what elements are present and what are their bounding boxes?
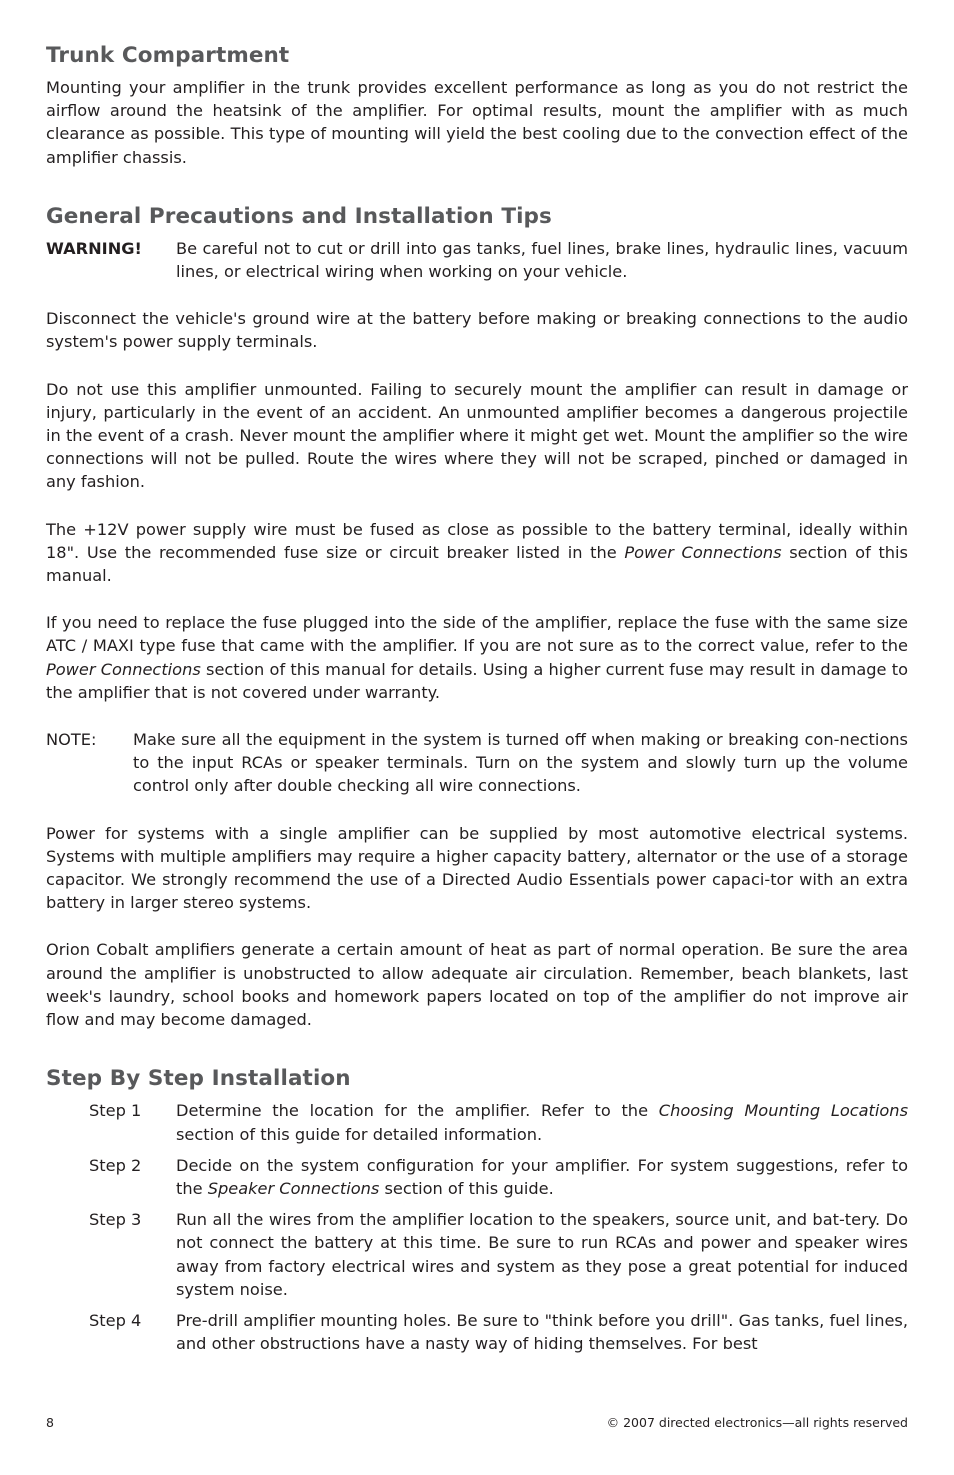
precautions-heading: General Precautions and Installation Tips bbox=[46, 203, 552, 229]
mounting-paragraph: Do not use this amplifier unmounted. Failing to securely mount the amplifier can result in damage or injury, particularly in the event of an accident. An unmounted amplifier becomes a dangerous projectile in the event of a crash. Never mount the amplifier where it might get wet. Mount the amplifier so the wire connections will not be pulled. Route the wires where they will not be scraped, pinched or damaged in any fashion. bbox=[46, 379, 908, 492]
step-1-text-a: Determine the location for the amplifier. Refer to the bbox=[176, 1101, 659, 1121]
step-4 bbox=[89, 1309, 908, 1355]
page-number: 8 bbox=[46, 1415, 54, 1430]
fuse-text-em: Power Connections bbox=[624, 542, 782, 562]
step-2-text-em: Speaker Connections bbox=[207, 1178, 380, 1198]
trunk-compartment-paragraph: Mounting your amplifier in the trunk provides excellent performance as long as you do not restrict the airflow around the heatsink of the amplifier. For optimal results, mount the amplifier with as much clearance as possible. This type of mounting will yield the best cooling due to the convection effect of the amplifier chassis. bbox=[46, 78, 908, 167]
step-3-label: Step 3 bbox=[89, 1210, 142, 1230]
warning-block bbox=[46, 237, 908, 283]
warning-text: Be careful not to cut or drill into gas tanks, fuel lines, brake lines, hydraulic lines, vacuum lines, or electrical wiring when working on your vehicle. bbox=[176, 238, 908, 282]
step-4-text: Pre-drill amplifier mounting holes. Be sure to "think before you drill". Gas tanks, fuel lines, and other obstructions have a nasty way of hiding themselves. For best bbox=[176, 1310, 908, 1354]
step-3-text: Run all the wires from the amplifier location to the speakers, source unit, and bat-tery. Do not connect the battery at this time. Be sure to run RCAs and power and speaker wires away from factory electrical wires and system as they pose a great potential for induced system noise. bbox=[176, 1210, 908, 1299]
power-systems-paragraph: Power for systems with a single amplifier can be supplied by most automotive electrical systems. Systems with multiple amplifiers may require a higher capacity battery, alternator or the use of a storage capacitor. We strongly recommend the use of a Directed Audio Essentials power capaci-tor with an extra battery in larger stereo systems. bbox=[46, 823, 908, 913]
step-2 bbox=[89, 1154, 908, 1200]
note-block bbox=[46, 728, 908, 798]
note-label: NOTE: bbox=[46, 730, 97, 750]
step-1-text bbox=[176, 1099, 908, 1145]
step-1-label: Step 1 bbox=[89, 1101, 142, 1121]
replace-fuse-text-a: If you need to replace the fuse plugged into the side of the amplifier, replace the fuse with the same size ATC / MAXI type fuse that came with the amplifier. If you are not sure as to the correct value, refer to the bbox=[46, 613, 908, 656]
heat-paragraph: Orion Cobalt amplifiers generate a certain amount of heat as part of normal operation. Be sure the area around the amplifier is unobstructed to allow adequate air circulation. Remember, beach blankets, last week's laundry, school books and homework papers located on top of the amplifier do not improve air flow and may become damaged. bbox=[46, 940, 908, 1030]
trunk-compartment-heading: Trunk Compartment bbox=[46, 43, 290, 68]
copyright-text: © 2007 directed electronics—all rights reserved bbox=[606, 1415, 908, 1430]
fuse-paragraph bbox=[46, 518, 908, 588]
step-2-text bbox=[176, 1154, 908, 1200]
fuse-text-b: section of this manual. bbox=[46, 542, 908, 586]
step-2-label: Step 2 bbox=[89, 1155, 142, 1175]
page-content bbox=[46, 42, 908, 1363]
ground-wire-paragraph: Disconnect the vehicle's ground wire at the battery before making or breaking connections to the audio system's power supply terminals. bbox=[46, 309, 908, 352]
warning-label: WARNING! bbox=[46, 238, 142, 258]
replace-fuse-paragraph bbox=[46, 611, 908, 704]
fuse-text-a: The +12V power supply wire must be fused as close as possible to the battery terminal, ideally within 18". Use the recommended fuse size or circuit breaker listed in the bbox=[46, 519, 908, 562]
step-1 bbox=[89, 1099, 908, 1145]
step-1-text-em: Choosing Mounting Locations bbox=[658, 1101, 908, 1121]
step-3 bbox=[89, 1208, 908, 1301]
page-footer bbox=[46, 1415, 908, 1431]
note-text: Make sure all the equipment in the system is turned off when making or breaking con-nections to the input RCAs or speaker terminals. Turn on the system and slowly turn up the volume control only after double checking all wire connections. bbox=[133, 730, 908, 796]
step-4-label: Step 4 bbox=[89, 1310, 142, 1330]
step-1-text-b: section of this guide for detailed information. bbox=[176, 1124, 543, 1144]
replace-fuse-text-em: Power Connections bbox=[46, 659, 201, 679]
step-2-text-b: section of this guide. bbox=[379, 1178, 554, 1198]
step-2-text-a: Decide on the system configuration for your amplifier. For system suggestions, refer to the bbox=[176, 1155, 908, 1198]
replace-fuse-text-b: section of this manual for details. Using a higher current fuse may result in damage to the amplifier that is not covered under warranty. bbox=[46, 659, 908, 702]
step-by-step-heading: Step By Step Installation bbox=[46, 1066, 351, 1092]
